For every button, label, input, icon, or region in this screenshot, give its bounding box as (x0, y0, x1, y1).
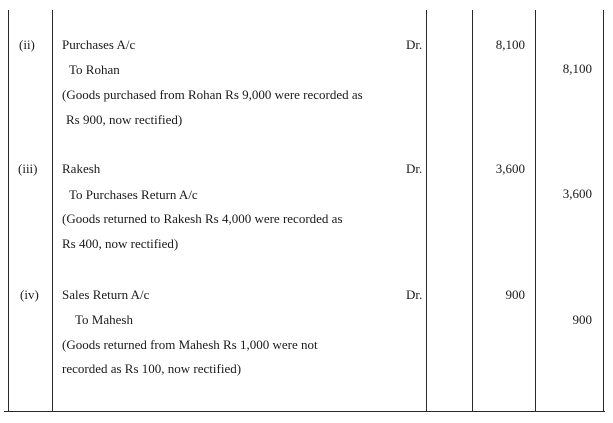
debit-amount: 900 (505, 287, 525, 302)
narration-line: Rs 900, now rectified) (66, 112, 183, 127)
credit-amount: 900 (572, 312, 592, 327)
entry-number: (ii) (19, 37, 35, 52)
credit-account: To Purchases Return A/c (69, 187, 198, 202)
narration-line: (Goods returned from Mahesh Rs 1,000 were not (62, 337, 318, 352)
column-rule-number (8, 10, 9, 412)
narration-line: (Goods returned to Rakesh Rs 4,000 were recorded as (62, 211, 343, 226)
column-rule-lf (426, 10, 427, 412)
debit-account: Rakesh (62, 161, 101, 176)
credit-account: To Mahesh (75, 312, 133, 327)
narration-line: (Goods purchased from Rohan Rs 9,000 were recorded as (62, 87, 363, 102)
entry-number: (iv) (20, 287, 39, 302)
credit-amount: 8,100 (562, 61, 592, 76)
narration-line: Rs 400, now rectified) (62, 236, 179, 251)
column-rule-right (603, 10, 604, 412)
debit-amount: 3,600 (495, 161, 525, 176)
credit-amount: 3,600 (562, 186, 592, 201)
column-rule-particulars (52, 10, 53, 412)
bottom-rule (4, 411, 605, 412)
debit-account: Purchases A/c (62, 37, 136, 52)
debit-account: Sales Return A/c (62, 287, 150, 302)
narration-line: recorded as Rs 100, now rectified) (62, 361, 242, 376)
entry-number: (iii) (18, 161, 38, 176)
credit-account: To Rohan (69, 62, 120, 77)
debit-amount: 8,100 (495, 37, 525, 52)
dr-marker: Dr. (406, 161, 423, 176)
dr-marker: Dr. (406, 37, 423, 52)
column-rule-debit (472, 10, 473, 412)
dr-marker: Dr. (406, 287, 423, 302)
